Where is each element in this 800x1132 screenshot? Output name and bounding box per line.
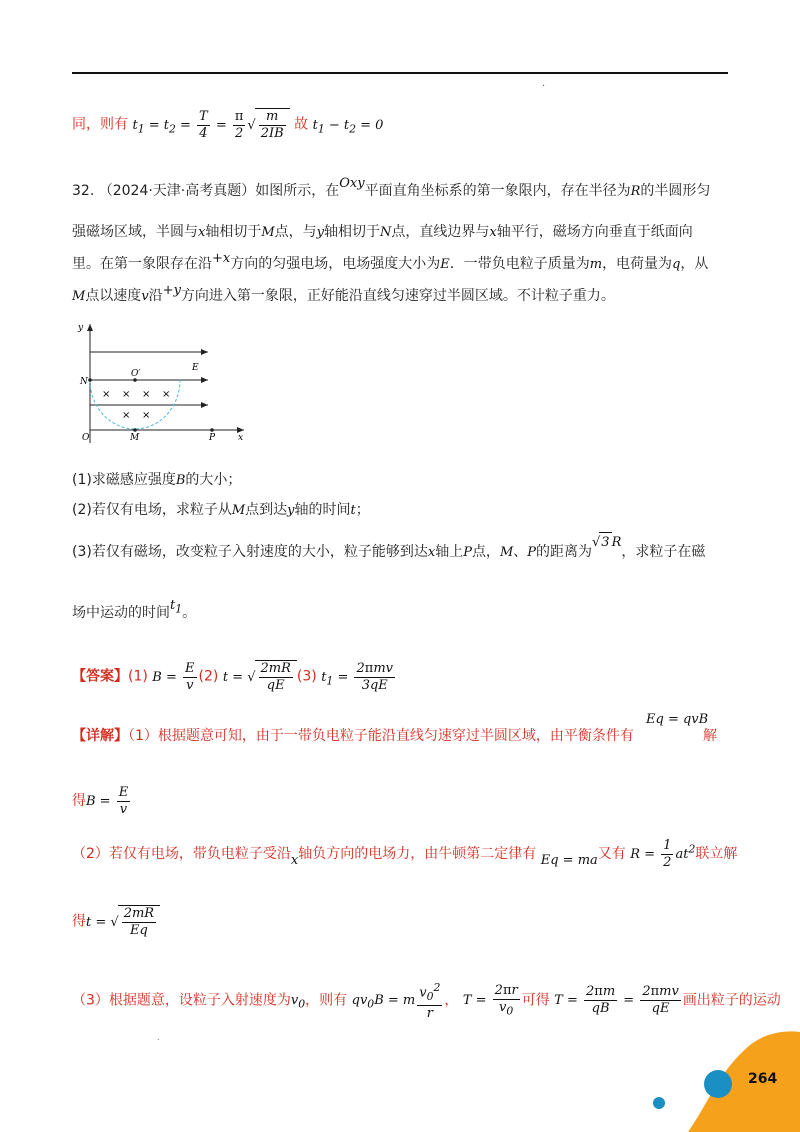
- math-e: E: [440, 257, 450, 272]
- math-x: x: [198, 225, 206, 240]
- formula-t-sqrt: t = √ $\frac{2mR}{Eq}$: [86, 915, 160, 930]
- question-text: 、: [513, 544, 528, 560]
- point-n: [88, 378, 92, 382]
- detail-text: 得: [72, 913, 86, 930]
- question-2: [72, 500, 370, 521]
- answer-label: (3): [296, 668, 317, 685]
- detail-text: 又有: [597, 846, 626, 862]
- detail-text: ，: [444, 992, 459, 1009]
- question-text: (1)求磁感应强度: [72, 472, 176, 488]
- question-3-cont: [72, 598, 197, 628]
- formula-t-2pir: T = $\frac{2\pi r}{v_0}$: [462, 982, 518, 1018]
- question-3: [72, 535, 706, 563]
- detail-text: 得: [72, 793, 86, 809]
- detail-text: （1）根据题意可知，由于一带负电粒子能沿直线匀速穿过半圆区域，由平衡条件有: [128, 728, 634, 744]
- math-y: y: [287, 503, 295, 518]
- question-1: [72, 470, 241, 491]
- question-text: 轴上: [435, 544, 464, 560]
- math-oxy: Oxy: [339, 176, 365, 191]
- detail-text: 可得: [521, 992, 550, 1009]
- detail-text: 联立解: [695, 846, 738, 862]
- problem-text: 点，与: [274, 224, 317, 240]
- detail-text: （3）根据题意，设粒子入射速度为: [72, 992, 291, 1009]
- problem-text: 点以速度: [85, 288, 142, 304]
- problem-text: 点，直线边界与: [391, 224, 490, 240]
- field-cross: ×: [122, 410, 131, 421]
- label-m: M: [130, 433, 140, 443]
- continuation-mid: 故: [294, 116, 309, 133]
- math-t: t: [350, 503, 356, 518]
- question-text: 的大小；: [185, 472, 242, 488]
- answer-tag: 【答案】: [72, 668, 128, 685]
- problem-text: ，电荷量为: [602, 256, 673, 272]
- formula-r-at2: R = $\frac{1}{2}$ $at^2$: [630, 838, 696, 870]
- answer-label: (2): [198, 668, 219, 685]
- label-p: P: [209, 433, 216, 443]
- question-text: 轴的时间: [294, 502, 351, 518]
- math-q: q: [672, 257, 681, 272]
- page-number-badge: [704, 1070, 732, 1098]
- problem-text: 如图所示，在: [255, 183, 340, 199]
- question-text: ；: [355, 502, 370, 518]
- math-p: P: [463, 545, 472, 560]
- small-dot: [653, 1097, 665, 1109]
- question-text: 点到达: [245, 502, 288, 518]
- detail-line-2: [72, 838, 737, 871]
- label-e: E: [192, 363, 199, 373]
- stray-dot: .: [157, 1033, 160, 1042]
- math-v0: $v_0$: [290, 993, 306, 1012]
- point-m: [133, 428, 137, 432]
- answer-formula-2: t = √ $\frac{2mR}{qE}$: [223, 670, 297, 685]
- problem-text: 方向进入第一象限，正好能沿直线匀速穿过半圆区域。不计粒子重力。: [180, 288, 615, 304]
- label-x: x: [238, 433, 244, 443]
- problem-number: 32.: [72, 183, 95, 199]
- field-cross: ×: [122, 389, 131, 400]
- label-y: y: [78, 323, 84, 333]
- header-rule: [72, 72, 728, 74]
- field-cross: ×: [142, 389, 151, 400]
- detail-line-1b: [72, 785, 132, 818]
- question-text: (3)若仅有磁场，改变粒子入射速度的大小，粒子能够到达: [72, 544, 428, 560]
- math-r: R: [630, 184, 641, 199]
- question-text: 的距离为: [536, 544, 592, 560]
- math-m: M: [231, 503, 246, 518]
- formula-eq-ma: Eq = ma: [540, 853, 598, 868]
- problem-line-1: [72, 176, 711, 202]
- problem-text: ．一带负电粒子质量为: [449, 256, 590, 272]
- detail-line-1: [72, 726, 634, 746]
- formula-eq-qvb: Eq = qvB: [646, 712, 709, 727]
- math-n: N: [380, 225, 392, 240]
- question-text: 。: [182, 605, 197, 621]
- math-y: y: [316, 225, 325, 240]
- math-m: M: [72, 289, 86, 304]
- detail-line-3: [72, 980, 781, 1022]
- detail-line-2b: [72, 905, 160, 939]
- field-cross: ×: [142, 410, 151, 421]
- problem-text: 轴相切于: [324, 224, 381, 240]
- page-number: 264: [748, 1071, 778, 1087]
- math-x: x: [489, 225, 497, 240]
- answer-label: (1): [128, 668, 148, 685]
- detail-text: 解: [703, 728, 717, 744]
- math-m: M: [499, 545, 514, 560]
- problem-text: 轴相切于: [205, 224, 262, 240]
- problem-line-3: [72, 251, 709, 275]
- answer-line: [72, 660, 397, 694]
- problem-text: 的半圆形匀: [640, 183, 711, 199]
- math-v: v: [141, 289, 149, 304]
- formula-qv0b: $qv_0B = m$ $\frac{v_0^2}{r}$: [351, 981, 441, 1021]
- math-b: B: [175, 473, 186, 488]
- answer-formula-3: $t_1$ = $\frac{\text{2πmv}}{3qE}$: [321, 660, 393, 693]
- point-p: [210, 428, 214, 432]
- formula-t1-t2: $t_1 = t_2$ = $\frac{T}{4}$ = $\frac{\pi}{2}$ √ $\frac{m}{2IB}$: [132, 118, 289, 133]
- label-o-prime: O′: [131, 369, 141, 379]
- question-text: 点，: [471, 544, 500, 560]
- continuation-prefix: 同，则有: [72, 116, 128, 133]
- physics-figure: [72, 318, 252, 448]
- problem-text: 轴平行，磁场方向垂直于纸面向: [496, 224, 693, 240]
- question-text: ，求粒子在磁: [621, 544, 706, 560]
- question-text: 场中运动的时间: [72, 605, 170, 621]
- question-text: (2)若仅有电场，求粒子从: [72, 502, 232, 518]
- problem-line-4: [72, 283, 615, 307]
- problem-source: （2024·天津·高考真题）: [98, 183, 256, 199]
- problem-text: 强磁场区域，半圆与: [72, 224, 198, 240]
- label-o: O: [82, 433, 90, 443]
- field-cross: ×: [162, 389, 171, 400]
- math-x: x: [427, 545, 436, 560]
- label-n: N: [80, 377, 88, 387]
- formula-b-ev: B = $\frac{E}{v}$: [86, 785, 129, 817]
- detail-text: ，则有: [305, 992, 348, 1009]
- formula-t-2pim: T = $\frac{2\pi m}{qB}$ = $\frac{\text{2πmv}}{qE}$: [554, 984, 679, 1017]
- detail-text: 画出粒子的运动: [682, 992, 781, 1009]
- math-x: x: [290, 853, 299, 868]
- problem-line-2: [72, 222, 693, 243]
- problem-text: 平面直角坐标系的第一象限内，存在半径为: [364, 183, 631, 199]
- math-plus-y: +y: [162, 283, 181, 298]
- problem-text: 沿: [148, 288, 163, 304]
- answer-formula-1: B = $\frac{E}{v}$: [152, 660, 195, 693]
- detail-text: （2）若仅有电场，带负电粒子受沿: [72, 846, 291, 862]
- problem-text: 方向的匀强电场，电场强度大小为: [230, 256, 441, 272]
- detail-tag: 【详解】: [72, 728, 128, 744]
- math-m: M: [261, 225, 275, 240]
- header-dot: .: [542, 78, 546, 89]
- formula-diff: $t_1 - t_2 = 0$: [312, 117, 384, 136]
- math-mass: m: [589, 257, 603, 272]
- problem-text: ，从: [680, 256, 709, 272]
- math-plus-x: +x: [212, 251, 231, 266]
- formula-sqrt3r: √3 R: [592, 535, 621, 550]
- detail-text: 轴负方向的电场力，由牛顿第二定律有: [298, 846, 537, 862]
- problem-text: 里。在第一象限存在沿: [72, 256, 212, 272]
- continuation-line: [72, 108, 383, 142]
- math-p: P: [527, 545, 536, 560]
- math-t1: $t_1$: [170, 598, 183, 616]
- field-cross: ×: [102, 389, 111, 400]
